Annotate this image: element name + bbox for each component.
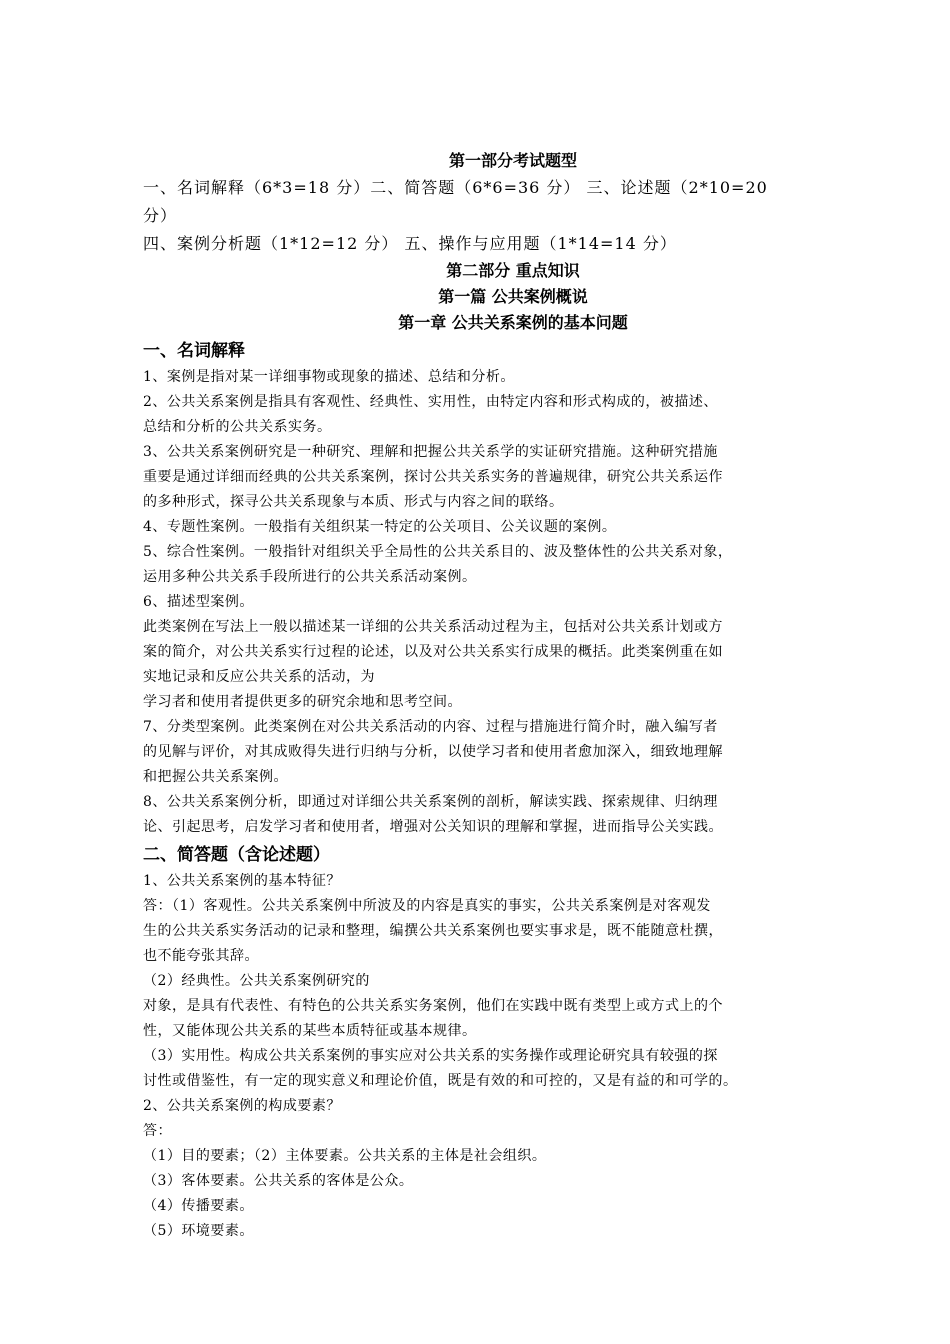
section-terms-title: 一、名词解释: [143, 341, 245, 361]
text-line: 和把握公共关系案例。: [143, 769, 288, 785]
text-line: 也不能夸张其辞。: [143, 948, 259, 964]
text-line: 5、综合性案例。一般指针对组织关乎全局性的公共关系目的、波及整体性的公共关系对象，: [143, 544, 733, 560]
text-line: 2、公共关系案例是指具有客观性、经典性、实用性，由特定内容和形式构成的，被描述、: [143, 394, 718, 410]
text-line: 8、公共关系案例分析，即通过对详细公共关系案例的剖析，解读实践、探索规律、归纳理: [143, 794, 718, 810]
text-line: 生的公共关系实务活动的记录和整理，编撰公共关系案例也要实事求是，既不能随意杜撰，: [143, 923, 723, 939]
exam-types-line-2: 分）: [143, 206, 178, 225]
part-two-heading: 第二部分 重点知识: [446, 261, 580, 280]
volume-one-heading: 第一篇 公共案例概说: [438, 287, 588, 306]
text-line: 答：（1）客观性。公共关系案例中所波及的内容是真实的事实，公共关系案例是对客观发: [143, 898, 711, 914]
text-line: 2、公共关系案例的构成要素？: [143, 1098, 341, 1114]
text-line: 总结和分析的公共关系实务。: [143, 419, 332, 435]
text-line: 讨性或借鉴性，有一定的现实意义和理论价值，既是有效的和可控的，又是有益的和可学的。: [143, 1073, 738, 1089]
document-body: [143, 148, 823, 1244]
text-line: 1、公共关系案例的基本特征？: [143, 873, 341, 889]
text-line: （4）传播要素。: [143, 1198, 254, 1214]
text-line: （2）经典性。公共关系案例研究的: [143, 973, 370, 989]
text-line: （1）目的要素；（2）主体要素。公共关系的主体是社会组织。: [143, 1148, 547, 1164]
part-one-heading: 第一部分考试题型: [448, 151, 577, 170]
section-short-answer-title: 二、简答题（含论述题）: [143, 845, 330, 865]
text-line: （3）客体要素。公共关系的客体是公众。: [143, 1173, 414, 1189]
text-line: 的多种形式，探寻公共关系现象与本质、形式与内容之间的联络。: [143, 494, 564, 510]
text-line: 重要是通过详细而经典的公共关系案例，探讨公共关系实务的普遍规律，研究公共关系运作: [143, 469, 723, 485]
text-line: 的见解与评价，对其成败得失进行归纳与分析，以使学习者和使用者愈加深入，细致地理解: [143, 744, 723, 760]
exam-types-line-3: 四、案例分析题（1*12=12 分） 五、操作与应用题（1*14=14 分）: [143, 234, 677, 253]
text-line: 4、专题性案例。一般指有关组织某一特定的公关项目、公关议题的案例。: [143, 519, 617, 535]
text-line: 此类案例在写法上一般以描述某一详细的公共关系活动过程为主，包括对公共关系计划或方: [143, 619, 723, 635]
text-line: 实地记录和反应公共关系的活动，为: [143, 669, 375, 685]
text-line: 答：: [143, 1123, 172, 1139]
text-line: 论、引起思考，启发学习者和使用者，增强对公关知识的理解和掌握，进而指导公关实践。: [143, 819, 723, 835]
text-line: 1、案例是指对某一详细事物或现象的描述、总结和分析。: [143, 369, 515, 385]
text-line: 案的简介，对公共关系实行过程的论述，以及对公共关系实行成果的概括。此类案例重在如: [143, 644, 723, 660]
text-line: （5）环境要素。: [143, 1223, 254, 1239]
text-line: 性，又能体现公共关系的某些本质特征或基本规律。: [143, 1023, 477, 1039]
section-short-answer-body: [143, 869, 823, 1244]
text-line: 7、分类型案例。此类案例在对公共关系活动的内容、过程与措施进行简介时，融入编写者: [143, 719, 718, 735]
exam-types-line-1: 一、名词解释（6*3=18 分）二、简答题（6*6=36 分） 三、论述题（2*10=20: [143, 178, 768, 197]
text-line: 学习者和使用者提供更多的研究余地和思考空间。: [143, 694, 462, 710]
text-line: （3）实用性。构成公共关系案例的事实应对公共关系的实务操作或理论研究具有较强的探: [143, 1048, 718, 1064]
chapter-one-heading: 第一章 公共关系案例的基本问题: [398, 313, 628, 332]
text-line: 6、描述型案例。: [143, 594, 254, 610]
text-line: 运用多种公共关系手段所进行的公共关系活动案例。: [143, 569, 477, 585]
section-terms-body: [143, 365, 823, 840]
text-line: 3、公共关系案例研究是一种研究、理解和把握公共关系学的实证研究措施。这种研究措施: [143, 444, 718, 460]
text-line: 对象，是具有代表性、有特色的公共关系实务案例，他们在实践中既有类型上或方式上的个: [143, 998, 723, 1014]
